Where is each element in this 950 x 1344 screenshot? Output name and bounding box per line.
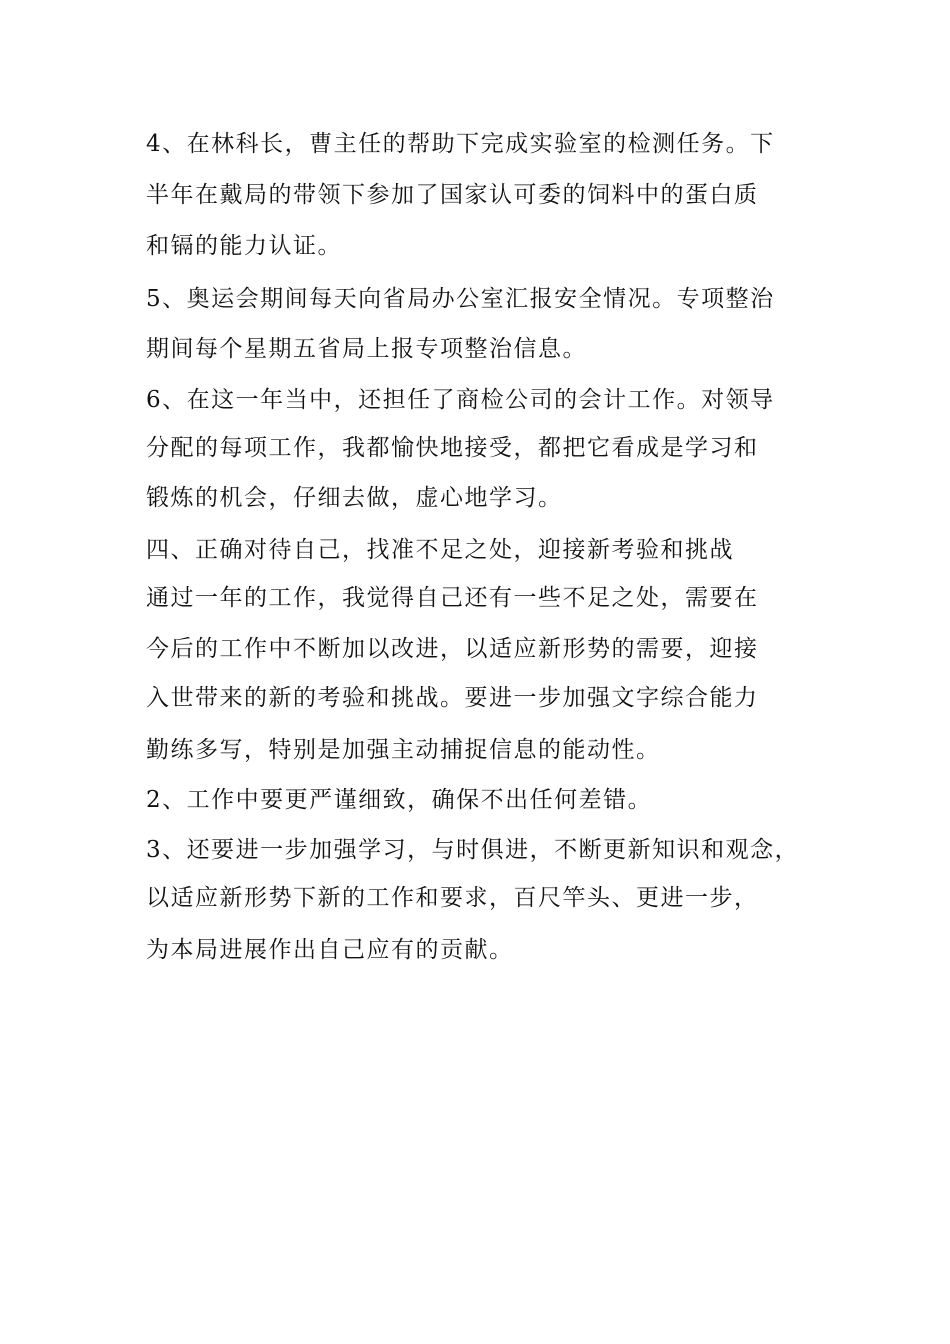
text-line: 3、还要进一步加强学习，与时俱进，不断更新知识和观念， — [146, 837, 800, 863]
text-line: 勤练多写，特别是加强主动捕捉信息的能动性。 — [146, 737, 661, 763]
text-line: 期间每个星期五省局上报专项整治信息。 — [146, 336, 587, 362]
text-line: 入世带来的新的考验和挑战。要进一步加强文字综合能力 — [146, 685, 759, 711]
text-line: 半年在戴局的带领下参加了国家认可委的饲料中的蛋白质 — [146, 182, 759, 208]
text-line: 和镉的能力认证。 — [146, 233, 342, 259]
text-line: 为本局进展作出自己应有的贡献。 — [146, 937, 514, 963]
text-line: 6、在这一年当中，还担任了商检公司的会计工作。对领导 — [146, 387, 775, 413]
text-line: 2、工作中要更严谨细致，确保不出任何差错。 — [146, 787, 653, 813]
text-line: 通过一年的工作，我觉得自己还有一些不足之处，需要在 — [146, 585, 759, 611]
text-line: 4、在林科长，曹主任的帮助下完成实验室的检测任务。下 — [146, 131, 775, 157]
text-line: 5、奥运会期间每天向省局办公室汇报安全情况。专项整治 — [146, 286, 775, 312]
text-line: 分配的每项工作，我都愉快地接受，都把它看成是学习和 — [146, 435, 759, 461]
text-line: 锻炼的机会，仔细去做，虚心地学习。 — [146, 485, 563, 511]
text-line: 以适应新形势下新的工作和要求，百尺竿头、更进一步， — [146, 885, 759, 911]
text-line: 今后的工作中不断加以改进，以适应新形势的需要，迎接 — [146, 636, 759, 662]
section-heading: 四、正确对待自己，找准不足之处，迎接新考验和挑战 — [146, 537, 734, 563]
